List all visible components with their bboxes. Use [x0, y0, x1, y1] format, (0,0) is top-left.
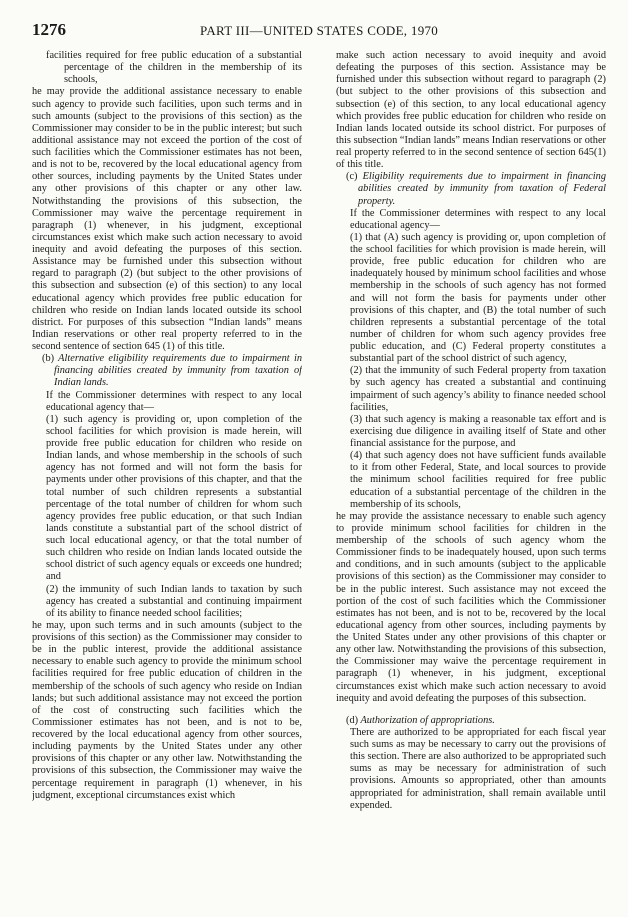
paragraph-text: he may provide the assistance necessary to enable such agency to provide minimum school facilities for children in the membership of the schools of such agency whom the Commissioner finds to be inadequately housed, upon such terms and conditions, and in such amounts (subject to the applicable provisions of this section) as the Commissioner may consider to be in the public interest. Such assistance may not exceed the portion of the cost of such facilities which the Commissioner estimates has not been, and is not to be, recovered by the local educational agency from other sources, including payments by the United States under any other provisions of this chapter or any other law. Notwithstanding the provisions of this subsection, the Commissioner may waive the percentage requirement in paragraph (1) whenever, in his judgment, exceptional circumstances exist which make such action necessary to avoid inequity and avoid defeating the purposes of this subsection. [336, 510, 606, 704]
paragraph-text: he may, upon such terms and in such amounts (subject to the provisions of this section) as the Commissioner may consider to be in the public interest, provide the additional assistance necessary to enable such agency to provide the minimum school facilities required for free public education of children in the membership of the schools of such agency who reside on Indian lands; but such additional assistance may not exceed the portion of the cost of constructing such facilities which the Commissioner estimates has not been, and is not to be, recovered by the local educational agency from other sources, including payments by the United States under any other provisions of this chapter or any other law. Notwithstanding the provisions of this subsection, the Commissioner may waive the percentage requirement in paragraph (1) whenever, in his judgment, exceptional circumstances exist which [32, 619, 302, 801]
paragraph-text: make such action necessary to avoid inequity and avoid defeating the purposes of this section. Assistance may be furnished under this subsection without regard to paragraph (2) (but subject to the other provisions of this subsection and subsection (e) of this section, to any local educational agency which provides free public education for children who reside on Indian lands located outside its school district. For purposes of this subsection “Indian lands” means Indian reservations or other real property referred to in the second sentence of section 645(1) of this title. [336, 50, 606, 171]
paragraph [336, 414, 606, 450]
page-header [0, 20, 628, 42]
paragraph-text: (2) that the immunity of such Federal property from taxation by such agency has created a substantial and continuing impairment of such agency’s ability to finance needed school facilities, [350, 365, 606, 413]
paragraph-text: If the Commissioner determines with respect to any local educational agency that— [46, 389, 302, 413]
paragraph [336, 727, 606, 812]
paragraph [32, 414, 302, 584]
section-heading [336, 715, 606, 727]
paragraph-text: facilities required for free public education of a substantial percentage of the children in the membership of its schools, [46, 50, 302, 86]
section-title: Alternative eligibility requirements due to impairment in financing abilities created by immunity from taxation of Indian lands. [54, 353, 302, 389]
paragraph [336, 232, 606, 365]
section-title: Eligibility requirements due to impairment in financing abilities created by immunity from taxation of Federal property. [358, 171, 606, 207]
paragraph [336, 365, 606, 414]
paragraph [32, 50, 302, 86]
section-label: (b) [42, 353, 55, 365]
paragraph-text: (1) such agency is providing or, upon completion of the school facilities for which provision is made herein, will provide free public education for children who reside on Indian lands, and whose membership in the schools of such agency has not formed and will not form the basis for payments under other provisions of this chapter, and that the total number of such children represents a substantial percentage of the total number of children for whom such agency provides free public education, or that such Indian lands constitute a substantial part of the school district of such local educational agency, or that the total number of such children who reside on Indian lands located outside the school district of such agency equals or exceeds one hundred; and [46, 413, 302, 583]
paragraph-text: (3) that such agency is making a reasonable tax effort and is exercising due diligence in availing itself of State and other financial assistance for the purpose, and [350, 413, 606, 449]
section-heading [336, 171, 606, 207]
paragraph [336, 208, 606, 232]
paragraph [32, 584, 302, 620]
running-head: PART III—UNITED STATES CODE, 1970 [200, 23, 439, 38]
page-number: 1276 [32, 20, 66, 39]
right-column [336, 50, 606, 900]
paragraph [336, 511, 606, 705]
paragraph-text: (1) that (A) such agency is providing or, upon completion of the school facilities for which provision is made herein, will provide, free public education for children who are inadequately housed by minimum school facilities and whose membership in the schools of such agency has not formed and will not form the basis for payments under other provisions of this chapter, and (B) the total number of such children represents a substantial percentage of the total number of children for whom such agency provides free public education, and (C) Federal property constitutes a substantial part of the school district of such agency, [350, 231, 606, 365]
section-label: (d) [346, 714, 359, 726]
paragraph-text: (2) the immunity of such Indian lands to taxation by such agency has created a substantial and continuing impairment of its ability to finance needed school facilities; [46, 583, 302, 619]
section-heading [32, 353, 302, 389]
paragraph [336, 50, 606, 171]
section-label: (c) [346, 171, 358, 183]
section-title: Authorization of appropriations. [360, 714, 495, 726]
paragraph [336, 450, 606, 511]
paragraph-text: (4) that such agency does not have sufficient funds available to it from other Federal, State, and local sources to provide the minimum school facilities required for free public education of a substantial percentage of the children in the membership of its schools, [350, 450, 606, 510]
paragraph-text: he may provide the additional assistance necessary to enable such agency to provide such facilities, upon such terms and in such amounts (subject to the provisions of this section) as the Commissioner may consider to be in the public interest; but such additional assistance may not exceed the portion of the cost of such facilities which the Commissioner estimates has not been, and is not to be, recovered by the local educational agency from other sources, including payments by the United States under any other provisions of this chapter or any other law. Notwithstanding the provisions of this subsection, the Commissioner may waive the percentage requirement in paragraph (1) whenever, in his judgment, exceptional circumstances exist which make such action necessary to avoid inequity and avoid defeating the purposes of this section. Assistance may be furnished under this subsection without regard to paragraph (2) (but subject to the other provisions of this subsection and subsection (e) of this section) to any local educational agency which provides free public education for children who reside on Indian lands located outside its school district. For purposes of this subsection “Indian lands” means Indian reservations or other real property referred to in the second sentence of section 645 (1) of this title. [32, 86, 302, 352]
paragraph [32, 390, 302, 414]
paragraph-text: If the Commissioner determines with respect to any local educational agency— [350, 207, 606, 231]
paragraph-text: There are authorized to be appropriated for each fiscal year such sums as may be necessary to carry out the provisions of this section. There are also authorized to be appropriated such sums as may be necessary for administration of such provisions. Amounts so appropriated, other than amounts appropriated for administration, shall remain available until expended. [350, 726, 606, 811]
left-column [32, 50, 302, 900]
paragraph [32, 86, 302, 353]
paragraph [32, 620, 302, 802]
